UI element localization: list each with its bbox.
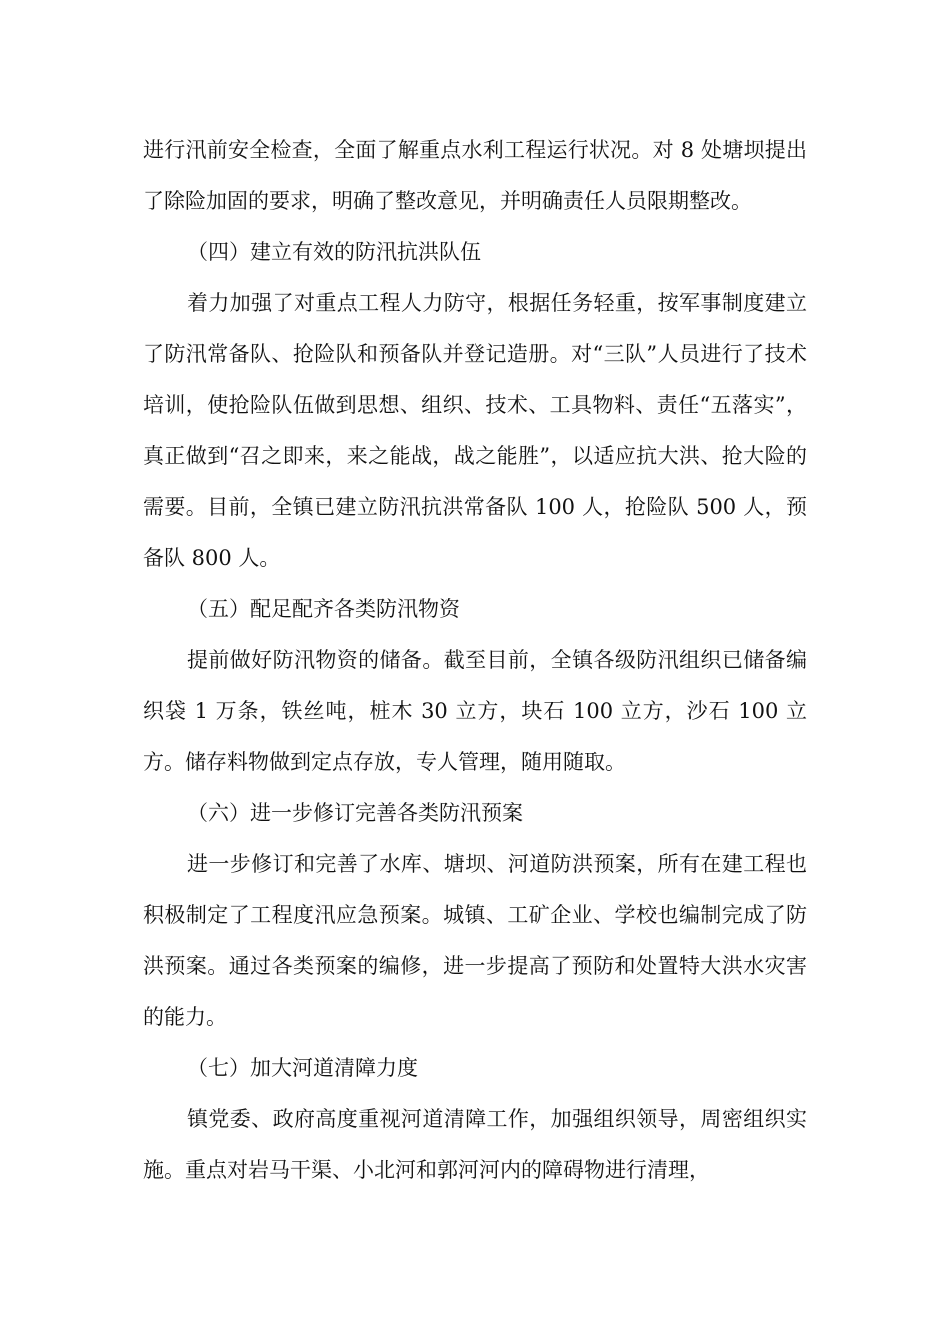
paragraph-flood-team: 着力加强了对重点工程人力防守，根据任务轻重，按军事制度建立了防汛常备队、抢险队和预备队并登记造册。对“三队”人员进行了技术培训，使抢险队伍做到思想、组织、技术、工具物料、责任“五落实”，真正做到“召之即来，来之能战，战之能胜”，以适应抗大洪、抢大险的需要。目前，全镇已建立防汛抗洪常备队 100 人，抢险队 500 人，预备队 800 人。 [143, 291, 807, 570]
section-heading-6: （六）进一步修订完善各类防汛预案 [187, 801, 523, 825]
section-heading-7: （七）加大河道清障力度 [187, 1056, 418, 1080]
section-heading-4: （四）建立有效的防汛抗洪队伍 [187, 240, 481, 264]
paragraph-continued: 进行汛前安全检查，全面了解重点水利工程运行状况。对 8 处塘坝提出了除险加固的要求，明确了整改意见，并明确责任人员限期整改。 [143, 138, 807, 213]
section-heading-5: （五）配足配齐各类防汛物资 [187, 597, 460, 621]
paragraph-flood-plans: 进一步修订和完善了水库、塘坝、河道防洪预案，所有在建工程也积极制定了工程度汛应急预案。城镇、工矿企业、学校也编制完成了防洪预案。通过各类预案的编修，进一步提高了预防和处置特大洪水灾害的能力。 [143, 852, 807, 1029]
document-body [143, 125, 807, 1196]
paragraph-flood-supplies: 提前做好防汛物资的储备。截至目前，全镇各级防汛组织已储备编织袋 1 万条，铁丝吨，桩木 30 立方，块石 100 立方，沙石 100 立方。储存料物做到定点存放，专人管理，随用随取。 [143, 648, 807, 774]
paragraph-river-clearing: 镇党委、政府高度重视河道清障工作，加强组织领导，周密组织实施。重点对岩马干渠、小北河和郭河河内的障碍物进行清理， [143, 1107, 807, 1182]
